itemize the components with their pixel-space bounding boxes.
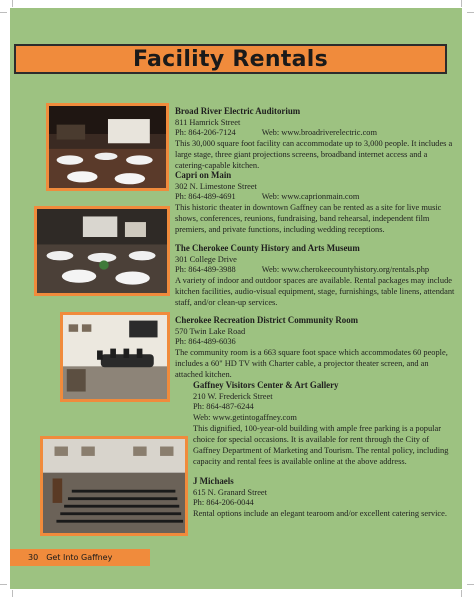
listing-description: Rental options include an elegant tearoom and/or excellent catering service. <box>193 509 447 519</box>
auditorium-photo <box>46 103 169 191</box>
listing-address: 301 College Drive <box>175 254 237 264</box>
listing-phone: Ph: 864-487-6244 <box>193 402 254 412</box>
listing-visitors-center <box>193 380 458 468</box>
listing-description: A variety of indoor and outdoor spaces are available. Rental packages may include kitchen facilities, audio-visual equipment, stage, furnishings, table linens, attendant staff, and/or clean-up services. <box>175 276 455 308</box>
listing-name: Broad River Electric Auditorium <box>175 106 301 116</box>
listing-phone: Ph: 864-206-0044 <box>193 498 254 508</box>
listing-phone: Ph: 864-489-4691 <box>175 192 236 202</box>
listing-capri <box>175 170 458 236</box>
listing-address: 615 N. Granard Street <box>193 487 267 497</box>
listing-web: Web: www.getintogaffney.com <box>193 413 297 423</box>
listing-web: Web: www.caprionmain.com <box>261 192 360 202</box>
gallery-photo <box>40 436 188 536</box>
footer-text: Get Into Gaffney <box>46 553 113 562</box>
page-number: 30 <box>28 553 39 562</box>
listing-recreation <box>175 315 458 381</box>
page-title: Facility Rentals <box>132 46 329 72</box>
capri-photo <box>34 206 170 296</box>
listing-description: The community room is a 663 square foot space which accommodates 60 people, includes a 60" HD TV with Charter cable, a projector theater screen, and an attached kitchen. <box>175 348 448 380</box>
title-banner <box>14 44 447 74</box>
listing-description: This historic theater in downtown Gaffney can be rented as a site for live music shows, conferences, reunions, fundraising, band rehearsal, independent film premiers, and private functions, including wedding receptions. <box>175 203 442 235</box>
listing-j-michaels <box>193 476 458 520</box>
listing-name: The Cherokee County History and Arts Museum <box>175 243 360 253</box>
listing-name: Capri on Main <box>175 170 232 180</box>
listing-name: Gaffney Visitors Center & Art Gallery <box>193 380 339 390</box>
listing-name: Cherokee Recreation District Community Room <box>175 315 359 325</box>
listing-description: This dignified, 100-year-old building with ample free parking is a popular choice for special occasions. It is available for rent through the City of Gaffney Department of Marketing and Tourism. The rental policy, including capacity and rental fees is available online at the above address. <box>193 424 449 466</box>
listing-description: This 30,000 square foot facility can accommodate up to 3,000 people. It includes a large stage, three giant projections screens, broadband internet access and a catering-capable kitchen. <box>175 139 453 171</box>
listing-address: 302 N. Limestone Street <box>175 181 257 191</box>
community-room-photo <box>60 312 170 402</box>
listing-address: 811 Hamrick Street <box>175 117 241 127</box>
listing-web: Web: www.cherokeecountyhistory.org/rentals.php <box>261 265 430 275</box>
listing-phone: Ph: 864-489-6036 <box>175 337 236 347</box>
listing-broad-river <box>175 106 458 172</box>
listing-phone: Ph: 864-206-7124 <box>175 128 236 138</box>
listing-web: Web: www.broadriverelectric.com <box>261 128 377 138</box>
listing-name: J Michaels <box>193 476 234 486</box>
page-footer <box>10 549 150 566</box>
listing-phone: Ph: 864-489-3988 <box>175 265 236 275</box>
listing-museum <box>175 243 458 309</box>
listing-address: 210 W. Frederick Street <box>193 391 273 401</box>
listing-address: 570 Twin Lake Road <box>175 326 246 336</box>
